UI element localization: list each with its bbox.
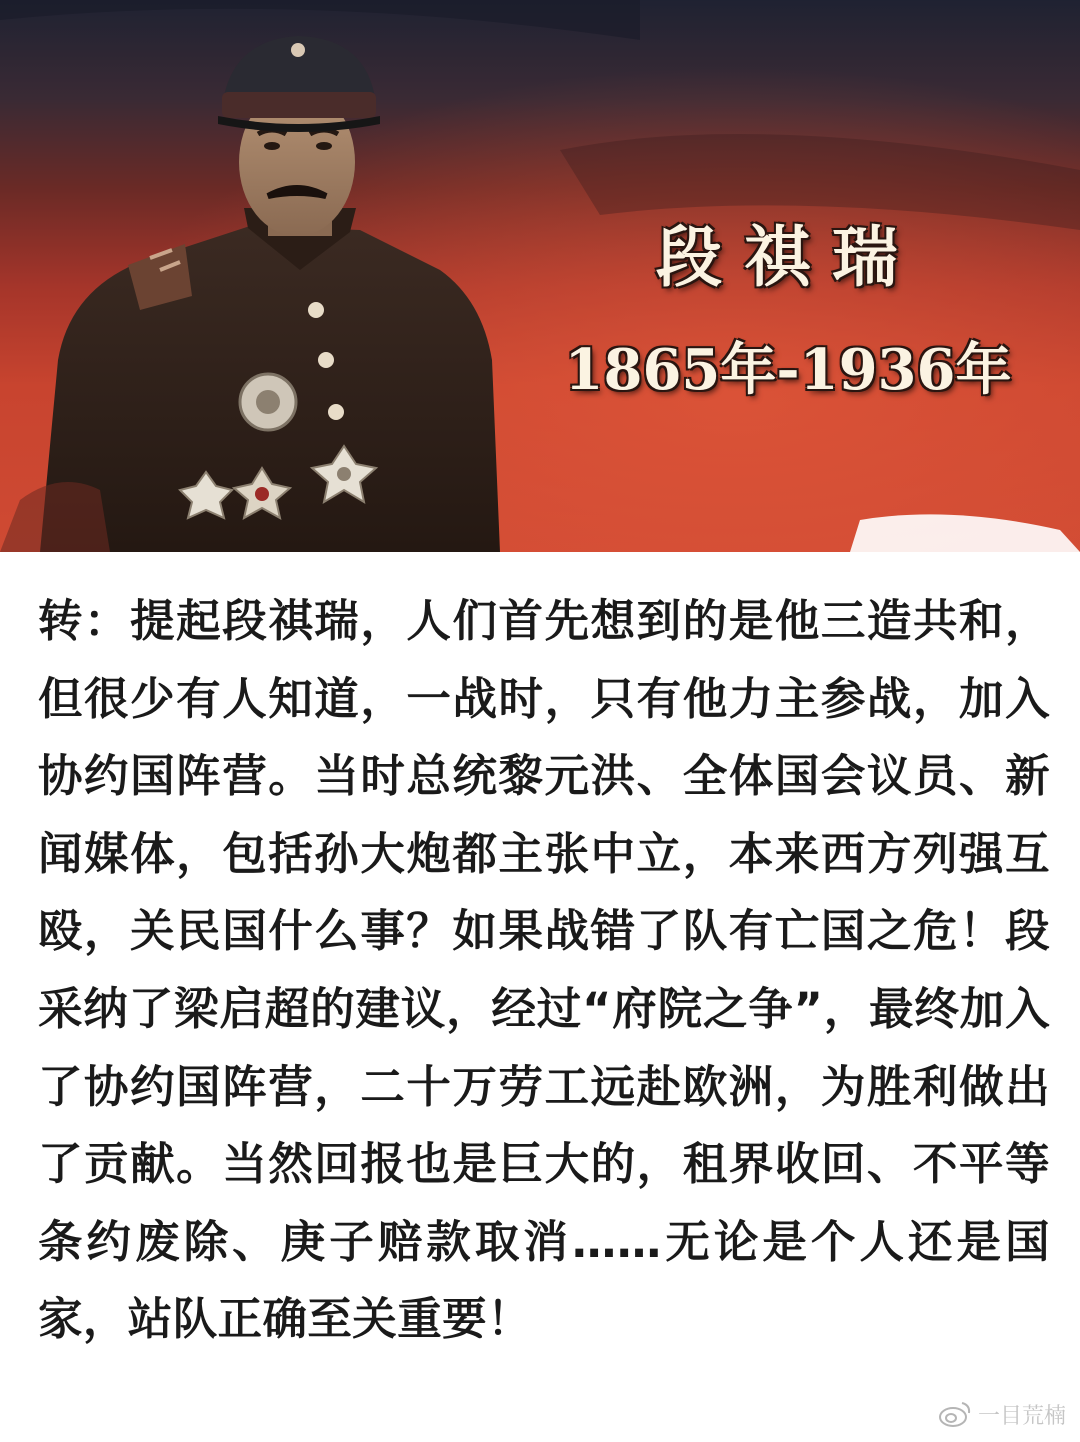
watermark-text: 一目荒楠 (977, 1403, 1066, 1429)
header-banner (0, 0, 1080, 552)
article-text: 转：提起段祺瑞，人们首先想到的是他三造共和，但很少有人知道，一战时，只有他力主参战，加入协约国阵营。当时总统黎元洪、全体国会议员、新闻媒体，包括孙大炮都主张中立，本来西方列强互殴，关民国什么事？如果战错了队有亡国之危！段采纳了梁启超的建议，经过“府院之争”，最终加入了协约国阵营，二十万劳工远赴欧洲，为胜利做出了贡献。当然回报也是巨大的，租界收回、不平等条约废除、庚子赔款取消……无论是个人还是国家，站队正确至关重要！ (38, 596, 1050, 1346)
watermark (938, 1396, 1066, 1432)
weibo-icon (938, 1399, 972, 1429)
lifespan-years: 1865年-1936年 (564, 337, 1012, 403)
portrait-name: 段祺瑞 (656, 219, 920, 296)
